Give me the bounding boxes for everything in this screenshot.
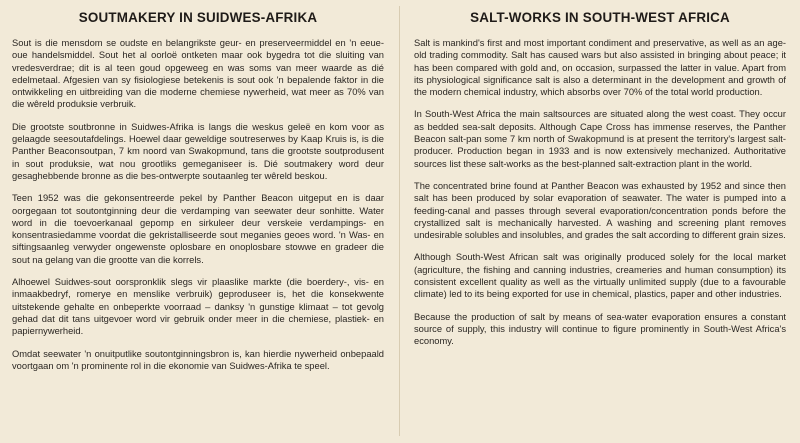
english-paragraph-2: In South-West Africa the main saltsources are situated along the west coast. They occur as bedded sea-salt deposits. Although Cape Cross has immense reserves, the Panther Beacon salt-pan some 7 km north of Swakopmund is at present the territory's largest salt-producer. Production began in 1933 and is now extensively mechanized. Authoritative sources list these salt-works as the best-planned salt-extraction plant in the world.	[414, 109, 786, 169]
column-divider	[399, 6, 400, 436]
afrikaans-paragraph-3: Teen 1952 was die gekonsentreerde pekel by Panther Beacon uitgeput en is daar oorgegaan tot soutontginning deur die verdamping van seewater deur sonhitte. Water word in die toevoerkanaal gepomp en sirkuleer deur verskeie verdampings- en konsentrasiedamme voordat die gekristalliseerde sout meganies geoes word. 'n Was- en siftingsaanleg verwyder ongewenste oplosbare en onoplosbare stowwe en gradeer die sout na gelang van die grootte van die korrels.	[12, 193, 384, 265]
english-paragraph-3: The concentrated brine found at Panther Beacon was exhausted by 1952 and since then salt has been produced by solar evaporation of seawater. The water is pumped into a feeding-canal and passes through several evaporation/concentration ponds before the crystallized salt is mechanically harvested. A washing and screening plant removes undesirable solubles and insolubles, and grades the salt according to different grain sizes.	[414, 180, 786, 241]
afrikaans-paragraph-5: Omdat seewater 'n onuitputlike soutontginningsbron is, kan hierdie nywerheid onbepaald voortgaan om 'n prominente rol in die ekonomie van Suidwes-Afrika te speel.	[12, 348, 384, 371]
afrikaans-paragraph-2: Die grootste soutbronne in Suidwes-Afrika is langs die weskus geleë en kom voor as gelaagde seesoutafdelings. Hoewel daar geweldige soutreserwes by Kaap Kruis is, is die Panther Beaconsoutpan, 7 km noord van Swakopmund, tans die grootste soutprodusent in sout produksie, wat nou grootliks gemeganiseer is. Dié soutmakery word deur gesaghebbende bronne as die bes-ontwerpte soutaanleg ter wêreld beskou.	[12, 121, 384, 181]
afrikaans-column	[12, 0, 384, 443]
afrikaans-paragraph-1: Sout is die mensdom se oudste en belangrikste geur- en preserveermiddel en 'n eeue-oue handelsmiddel. Sout het al oorloë ontketen maar ook bygedra tot die sluiting van vredesverdrae; dit is al teen goud opgeweeg en was soms van meer waarde as dié edelmetaal. Afgesien van sy fisiologiese betekenis is sout ook 'n bepalende faktor in die ontwikkeling en uitbreiding van die moderne chemiese nywerheid, wat meer as 70% van die wêreld produksie verbruik.	[12, 38, 384, 110]
afrikaans-title: SOUTMAKERY IN SUIDWES-AFRIKA	[78, 10, 318, 25]
english-column	[414, 0, 786, 443]
english-paragraph-5: Because the production of salt by means of sea-water evaporation ensures a constant source of supply, this industry will continue to figure prominently in South-West Africa's economy.	[414, 311, 786, 347]
english-paragraph-1: Salt is mankind's first and most important condiment and preservative, as well as an age-old trading commodity. Salt has caused wars but also assisted in bringing about peace; it has been compared with gold and, on occasion, surpassed the latter in value. Apart from its physiological significance salt is also a determinant in the development and growth of the modern chemical industry, which absorbs over 70% of the total world production.	[414, 38, 786, 98]
english-title: SALT-WORKS IN SOUTH-WEST AFRICA	[470, 10, 730, 25]
english-paragraph-4: Although South-West African salt was originally produced solely for the local market (agriculture, the fishing and canning industries, creameries and human consumption) its consistent excellent quality as well as the virtually unlimited supply (due to a favourable climate) led to its being exported for use in chemical, plastics, paper and other industries.	[414, 252, 786, 300]
afrikaans-paragraph-4: Alhoewel Suidwes-sout oorspronklik slegs vir plaaslike markte (die boerdery-, vis- en inmaakbedryf, romerye en menslike verbruik) geproduseer is, het die konsekwente uitstekende gehalte en onbeperkte voorraad – danksy 'n gunstige klimaat – tot gevolg gehad dat dit tans uitgevoer word vir gebruik onder meer in die chemiese, plastiek- en papiernywerheid.	[12, 277, 384, 337]
